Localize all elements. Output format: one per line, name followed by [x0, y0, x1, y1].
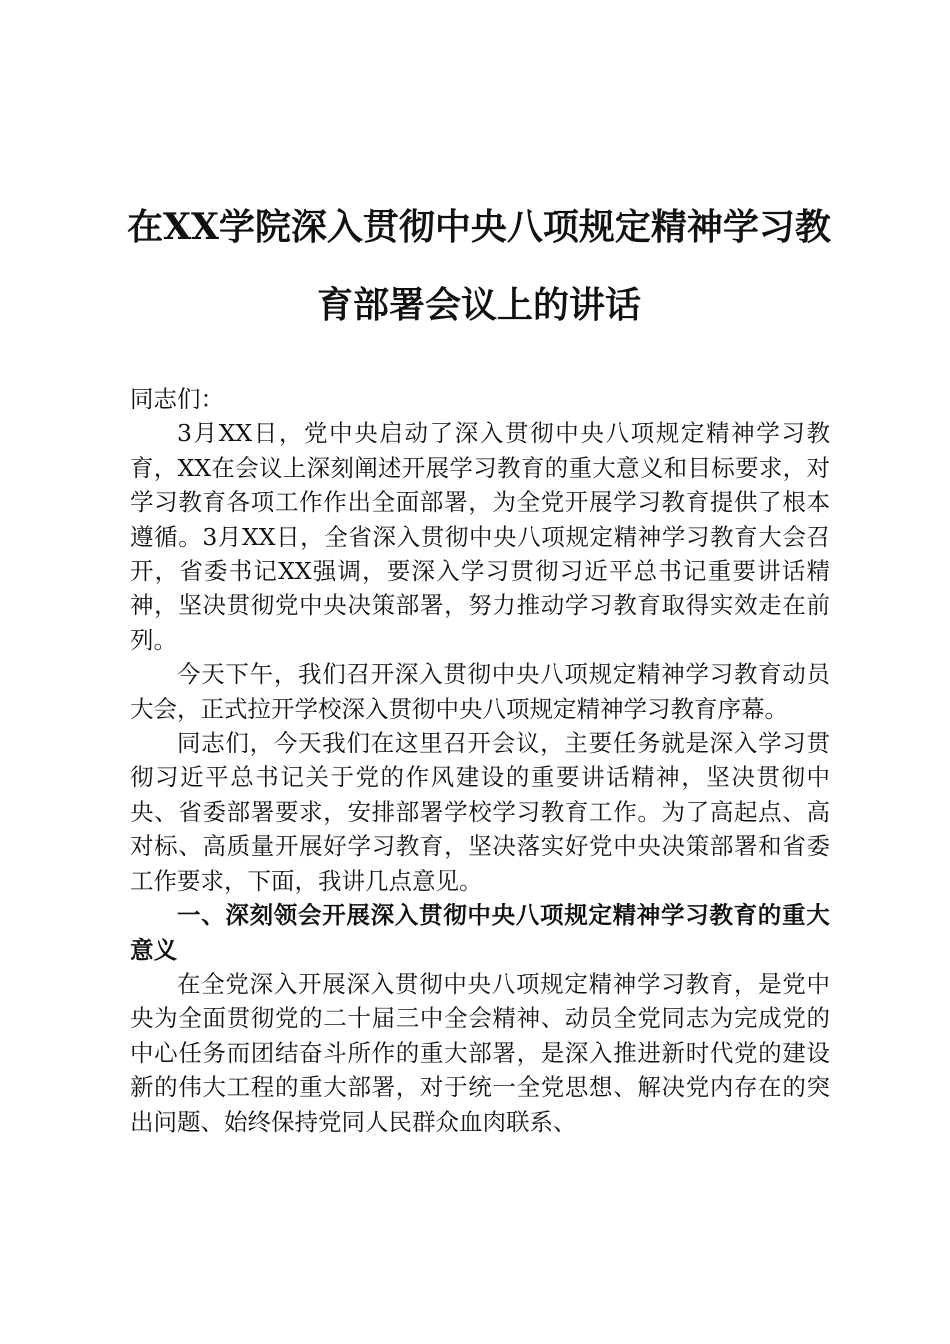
document-title [118, 188, 840, 344]
section-heading: 一、深刻领会开展深入贯彻中央八项规定精神学习教育的重大意义 [130, 901, 830, 964]
paragraph-2: 今天下午，我们召开深入贯彻中央八项规定精神学习教育动员大会，正式拉开学校深入贯彻中央八项规定精神学习教育序幕。 [130, 660, 830, 723]
document-body [130, 382, 830, 1139]
title-line-1: 在XX学院深入贯彻中央八项规定精神学习教 [127, 206, 831, 248]
title-line-2: 育部署会议上的讲话 [316, 284, 641, 326]
section-paragraph: 在全党深入开展深入贯彻中央八项规定精神学习教育，是党中央为全面贯彻党的二十届三中全会精神、动员全党同志为完成党的中心任务而团结奋斗所作的重大部署，是深入推进新时代党的建设新的伟大工程的重大部署，对于统一全党思想、解决党内存在的突出问题、始终保持党同人民群众血肉联系、 [130, 969, 830, 1136]
greeting: 同志们： [130, 385, 224, 413]
paragraph-1: 3月XX日，党中央启动了深入贯彻中央八项规定精神学习教育，XX在会议上深刻阐述开展学习教育的重大意义和目标要求，对学习教育各项工作作出全面部署，为全党开展学习教育提供了根本遵循。3月XX日，全省深入贯彻中央八项规定精神学习教育大会召开，省委书记XX强调，要深入学习贯彻习近平总书记重要讲话精神，坚决贯彻党中央决策部署，努力推动学习教育取得实效走在前列。 [130, 419, 830, 654]
paragraph-3: 同志们，今天我们在这里召开会议，主要任务就是深入学习贯彻习近平总书记关于党的作风建设的重要讲话精神，坚决贯彻中央、省委部署要求，安排部署学校学习教育工作。为了高起点、高对标、高质量开展好学习教育，坚决落实好党中央决策部署和省委工作要求，下面，我讲几点意见。 [130, 729, 830, 895]
